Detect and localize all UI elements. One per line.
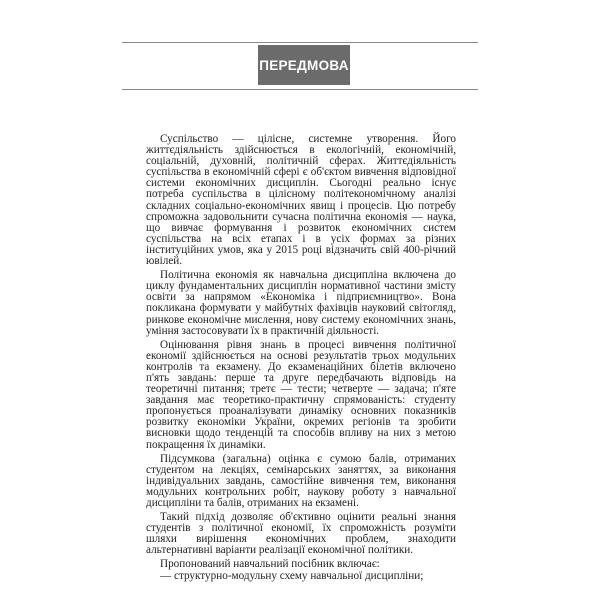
paragraph-society: Суспільство — цілісне, системне утворення. Його життєдіяльність здійснюється в екологічній, економічній, соціальній, духовній, політичній сферах. Життєдіяльність суспільства в економічній сфері є об'єктом вивчення відповідної системи економічних дисциплін. Сьогодні реально існує потреба суспільства в цілісному політекономічному аналізі складних соціально-економічних явищ і процесів. Цю потребу спроможна задовольнити сучасна політична економія — наука, що вивчає формування і розвиток економічних систем суспільства на всіх етапах і в усіх формах за різних інституційних умов, яка у 2015 році відзначить свій 400-річний ювілей. bbox=[146, 133, 456, 268]
paragraph-approach: Такий підхід дозволяє об'єктивно оцінити реальні знання студентів з політичної економії, їх спроможність розуміти шляхи вирішення економічних проблем, знаходити альтернативні варіанти реалізації економічної політики. bbox=[146, 511, 456, 557]
paragraph-final-grade: Підсумкова (загальна) оцінка є сумою балів, отриманих студентом на лекціях, семінарських заняттях, за виконання індивідуальних завдань, самостійне вивчення тем, виконання модульних контрольних робіт, наукову роботу з навчальної дисципліни та балів, отриманих на екзамені. bbox=[146, 452, 456, 509]
body-text bbox=[146, 134, 456, 582]
header-bottom-rule bbox=[122, 89, 478, 90]
paragraph-contents-intro: Пропонований навчальний посібник включає: bbox=[160, 558, 380, 571]
paragraph-discipline: Політична економія як навчальна дисципліна включена до циклу фундаментальних дисциплін нормативної частини змісту освіти за напрямом «Економіка і підприємництво». Вона покликана формувати у майбутніх фахівців науковий світогляд, ринкове економічне мислення, нову систему економічних знань, уміння застосовувати їх в практичній діяльності. bbox=[146, 269, 456, 337]
header-top-rule bbox=[122, 42, 478, 43]
paragraph-assessment: Оцінювання рівня знань в процесі вивчення політичної економії здійснюється на основі результатів трьох модульних контролів та екзамену. До екзаменаційних білетів включено п'ять завдань: перше та друге передбачають відповідь на теоретичні питання; третє — тести; четверте — задача; п'яте завдання має теоретико-практичну спрямованість: студенту пропонується проаналізувати динаміку основних показників розвитку економіки України, окремих регіонів та зробити висновки щодо тенденцій та способів впливу на них з метою покращення їх динаміки. bbox=[146, 338, 456, 451]
title-banner bbox=[258, 45, 350, 85]
list-item-structure: — структурно-модульну схему навчальної дисципліни; bbox=[160, 569, 424, 582]
page-title: ПЕРЕДМОВА bbox=[259, 57, 349, 73]
